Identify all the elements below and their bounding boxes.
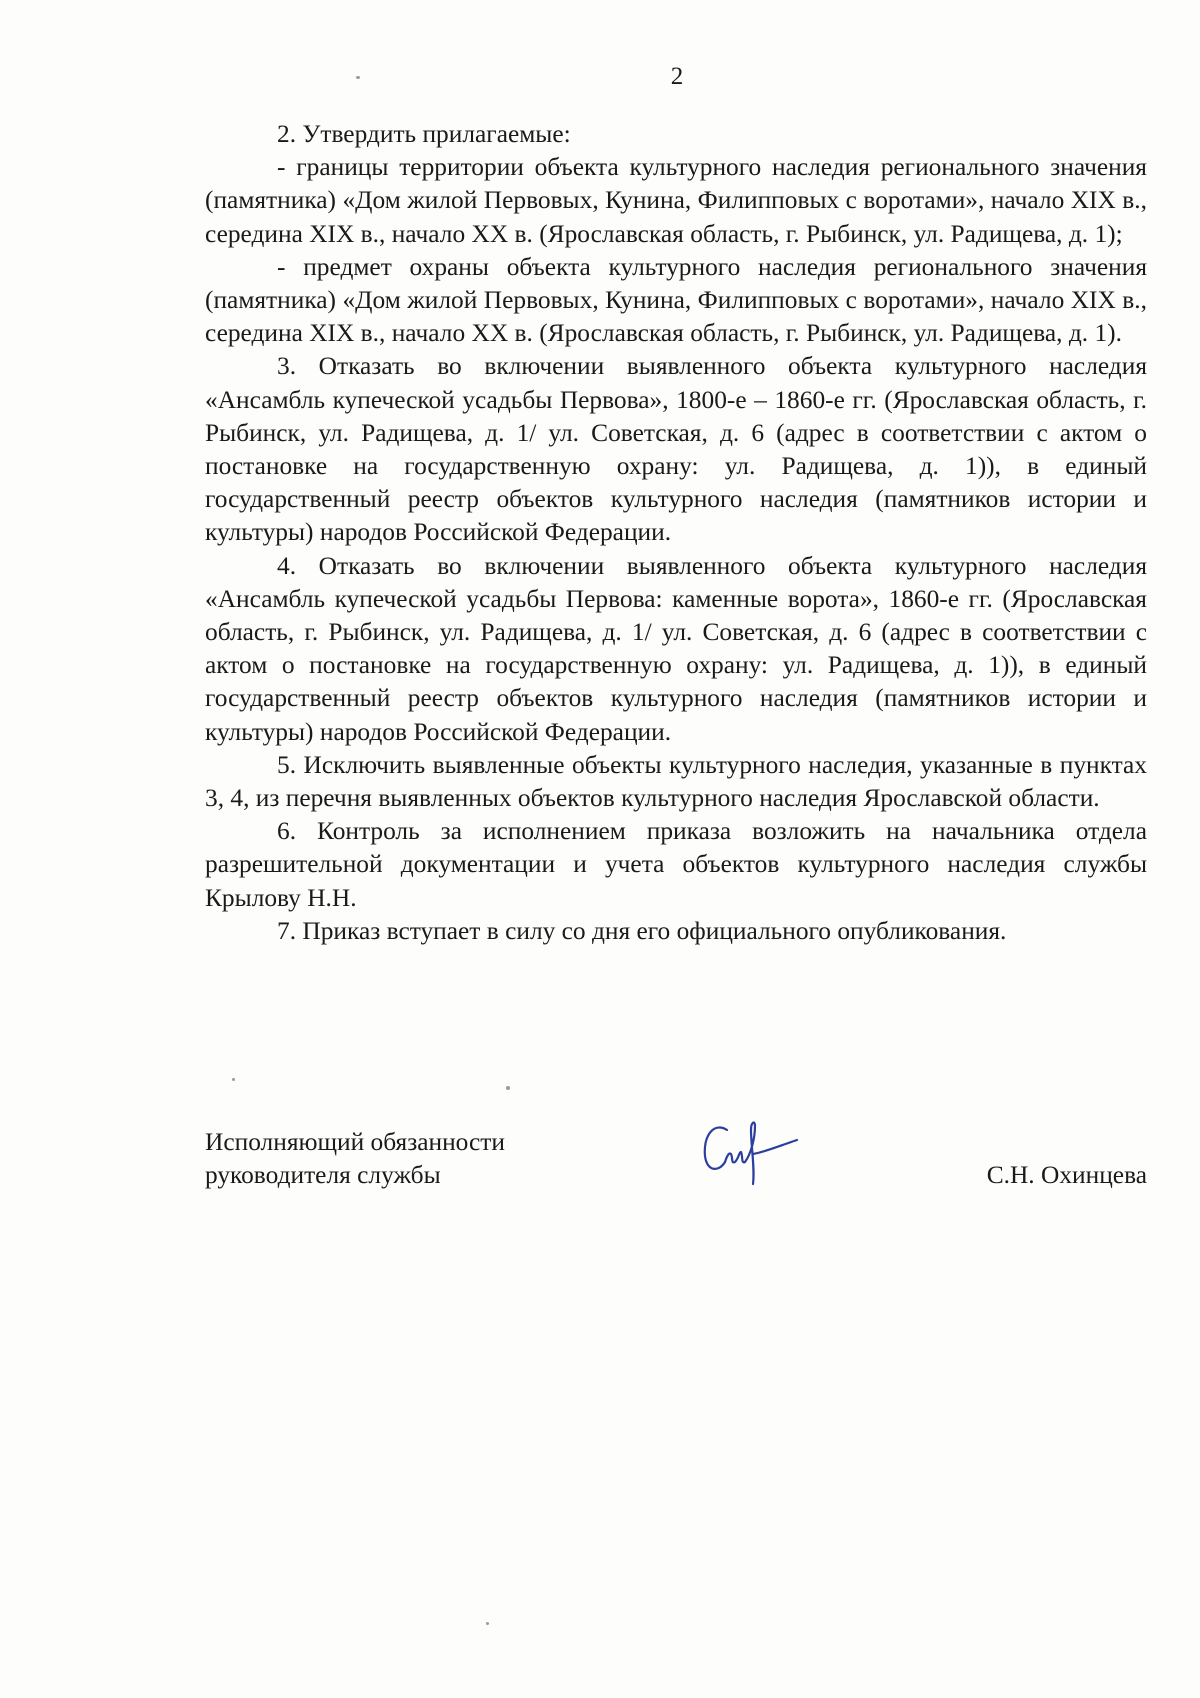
signatory-position <box>205 1126 605 1192</box>
scan-speck <box>486 1622 489 1625</box>
signatory-position-line1: Исполняющий обязанности <box>205 1128 505 1156</box>
scan-speck <box>506 1086 510 1090</box>
paragraph-7: 7. Приказ вступает в силу со дня его официального опубликования. <box>277 916 1007 945</box>
paragraph-2-item-protection-subject: - предмет охраны объекта культурного наследия регионального значения (памятника) «Дом жилой Первовых, Кунина, Филипповых с воротами», начало XIX в., середина XIX в., начало XX в. (Ярославская область, г. Рыбинск, ул. Радищева, д. 1). <box>205 252 1147 348</box>
signature-block <box>205 1126 1147 1206</box>
scan-speck <box>356 76 360 79</box>
scan-speck <box>232 1078 235 1081</box>
paragraph-4: 4. Отказать во включении выявленного объекта культурного наследия «Ансамбль купеческой усадьбы Первова: каменные ворота», 1860-е гг. (Ярославская область, г. Рыбинск, ул. Радищева, д. 1/ ул. Советская, д. 6 (адрес в соответствии с актом о постановке на государственную охрану: ул. Радищева, д. 1)), в единый государственный реестр объектов культурного наследия (памятников истории и культуры) народов Российской Федерации. <box>205 551 1147 746</box>
signatory-name: С.Н. Охинцева <box>986 1161 1147 1189</box>
signatory-position-line2: руководителя службы <box>205 1161 441 1189</box>
handwritten-signature <box>693 1112 813 1192</box>
document-body <box>205 118 1147 948</box>
paragraph-5: 5. Исключить выявленные объекты культурного наследия, указанные в пунктах 3, 4, из перечня выявленных объектов культурного наследия Ярославской области. <box>205 750 1147 813</box>
paragraph-3: 3. Отказать во включении выявленного объекта культурного наследия «Ансамбль купеческой усадьбы Первова», 1800-е – 1860-е гг. (Ярославская область, г. Рыбинск, ул. Радищева, д. 1/ ул. Советская, д. 6 (адрес в соответствии с актом о постановке на государственную охрану: ул. Радищева, д. 1)), в единый государственный реестр объектов культурного наследия (памятников истории и культуры) народов Российской Федерации. <box>205 352 1147 547</box>
paragraph-6: 6. Контроль за исполнением приказа возложить на начальника отдела разрешительной документации и учета объектов культурного наследия службы Крылову Н.Н. <box>205 817 1147 912</box>
page-number: 2 <box>670 63 684 90</box>
paragraph-2-item-boundaries: - границы территории объекта культурного наследия регионального значения (памятника) «Дом жилой Первовых, Кунина, Филипповых с воротами», начало XIX в., середина XIX в., начало XX в. (Ярославская область, г. Рыбинск, ул. Радищева, д. 1); <box>205 153 1147 248</box>
paragraph-2-heading: 2. Утвердить прилагаемые: <box>277 120 571 148</box>
